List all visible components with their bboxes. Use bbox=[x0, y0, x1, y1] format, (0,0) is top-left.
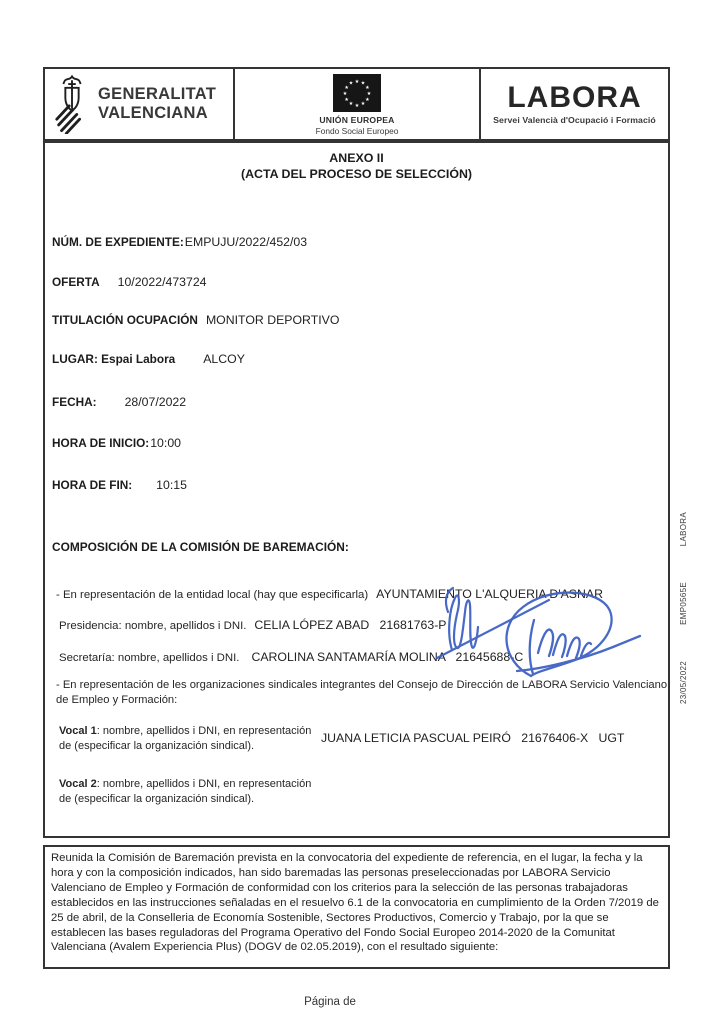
svg-text:★: ★ bbox=[354, 78, 360, 85]
secretaria-row bbox=[59, 648, 523, 666]
document-title bbox=[45, 151, 668, 182]
comision-heading: COMPOSICIÓN DE LA COMISIÓN DE BAREMACIÓN: bbox=[52, 540, 349, 554]
eu-title: UNIÓN EUROPEA bbox=[319, 115, 395, 125]
entidad-row bbox=[56, 585, 603, 603]
hora-fin-value: 10:15 bbox=[156, 478, 187, 492]
generalitat-line1: GENERALITAT bbox=[98, 85, 217, 103]
expediente-label: NÚM. DE EXPEDIENTE: bbox=[52, 235, 184, 249]
titulacion-label: TITULACIÓN OCUPACIÓN bbox=[52, 313, 198, 327]
oferta-row bbox=[52, 273, 207, 291]
sidebar-form-code: EMP0565E bbox=[679, 582, 688, 625]
lugar-label: LUGAR: Espai Labora bbox=[52, 352, 176, 366]
hora-inicio-label: HORA DE INICIO: bbox=[52, 436, 150, 450]
union-europea-cell bbox=[235, 69, 481, 139]
presidencia-row bbox=[59, 616, 447, 634]
fecha-row bbox=[52, 393, 186, 411]
presidencia-label: Presidencia: nombre, apellidos i DNI. bbox=[59, 620, 247, 632]
oferta-value: 10/2022/473724 bbox=[117, 275, 207, 289]
vocal2-label: Vocal 2: nombre, apellidos i DNI, en representación de (especificar la organización sindical). bbox=[59, 778, 312, 805]
svg-text:★: ★ bbox=[360, 80, 366, 87]
generalitat-emblem-icon bbox=[53, 74, 91, 134]
svg-text:★: ★ bbox=[348, 101, 354, 108]
resultado-paragraph: Reunida la Comisión de Baremación prevista en la convocatoria del expediente de referencia, en el lugar, la fecha y la hora y con la composición indicados, han sido baremadas las personas preseleccionadas por LABORA Servicio Valenciano de Empleo y Formación de conformidad con los criterios para la selección de las personas trabajadoras establecidos en las instrucciones señaladas en el resuelvo 6.1 de la convocatoria en cumplimiento de la Orden 7/2019 de 25 de abril, de la Conselleria de Economía Sostenible, Sectores Productivos, Comercio y Trabajo, por la que se establecen las bases reguladoras del Programa Operativo del Fondo Social Europeo 2014-2020 de la Comunitat Valenciana (Avalem Experiencia Plus) (DOGV de 02.05.2019), con el resultado siguiente: bbox=[51, 852, 659, 954]
page-footer: Página de bbox=[304, 996, 356, 1008]
vocal1-label: Vocal 1: nombre, apellidos i DNI, en representación de (especificar la organización sindical). bbox=[59, 725, 312, 752]
generalitat-wordmark bbox=[98, 85, 216, 123]
acta-main-section bbox=[43, 141, 670, 838]
generalitat-cell bbox=[45, 69, 235, 139]
sindicales-paragraph: - En representación de les organizaciones sindicales integrantes del Consejo de Dirección de LABORA Servicio Valenciano de Empleo y Formación: bbox=[56, 679, 668, 706]
svg-text:★: ★ bbox=[354, 102, 360, 109]
labora-cell bbox=[481, 69, 668, 139]
hora-fin-row bbox=[52, 476, 187, 494]
vocal1-value: JUANA LETICIA PASCUAL PEIRÓ 21676406-X UGT bbox=[321, 731, 625, 745]
svg-text:★: ★ bbox=[365, 96, 370, 103]
svg-text:★: ★ bbox=[360, 101, 366, 108]
eu-flag-icon bbox=[333, 74, 381, 112]
labora-wordmark: LABORA bbox=[507, 81, 642, 114]
svg-text:★: ★ bbox=[365, 84, 370, 91]
svg-text:★: ★ bbox=[366, 90, 372, 97]
eu-subtitle: Fondo Social Europeo bbox=[315, 126, 399, 136]
secretaria-value: CAROLINA SANTAMARÍA MOLINA 21645688-C bbox=[251, 650, 524, 664]
lugar-row bbox=[52, 350, 245, 368]
oferta-label: OFERTA bbox=[52, 275, 100, 289]
entidad-label: - En representación de la entidad local (hay que especificarla) bbox=[56, 589, 369, 601]
svg-text:★: ★ bbox=[344, 96, 349, 103]
title-line1: ANEXO II bbox=[329, 151, 384, 165]
titulacion-value: MONITOR DEPORTIVO bbox=[205, 313, 340, 327]
hora-inicio-row bbox=[52, 434, 181, 452]
lugar-value: ALCOY bbox=[203, 352, 245, 366]
expediente-value: EMPUJU/2022/452/03 bbox=[184, 235, 308, 249]
sidebar-date: 23/05/2022 bbox=[679, 661, 688, 705]
document-header bbox=[43, 67, 670, 141]
fecha-value: 28/07/2022 bbox=[124, 395, 187, 409]
sidebar-labora-mark: LABORA bbox=[679, 512, 688, 547]
fecha-label: FECHA: bbox=[52, 395, 97, 409]
resultado-paragraph-box bbox=[43, 845, 670, 969]
secretaria-label: Secretaría: nombre, apellidos i DNI. bbox=[59, 652, 240, 664]
generalitat-line2: VALENCIANA bbox=[98, 104, 208, 122]
svg-text:★: ★ bbox=[344, 84, 349, 91]
entidad-value: AYUNTAMIENTO L'ALQUERIA D'ASNAR bbox=[376, 587, 603, 601]
svg-text:★: ★ bbox=[342, 90, 348, 97]
title-line2: (ACTA DEL PROCESO DE SELECCIÓN) bbox=[240, 166, 473, 181]
expediente-row bbox=[52, 233, 307, 251]
hora-inicio-value: 10:00 bbox=[150, 436, 181, 450]
presidencia-value: CELIA LÓPEZ ABAD 21681763-P bbox=[254, 618, 447, 632]
labora-tagline: Servei Valencià d'Ocupació i Formació bbox=[493, 115, 656, 125]
hora-fin-label: HORA DE FIN: bbox=[52, 478, 133, 492]
titulacion-row bbox=[52, 311, 339, 329]
svg-text:★: ★ bbox=[348, 80, 354, 87]
